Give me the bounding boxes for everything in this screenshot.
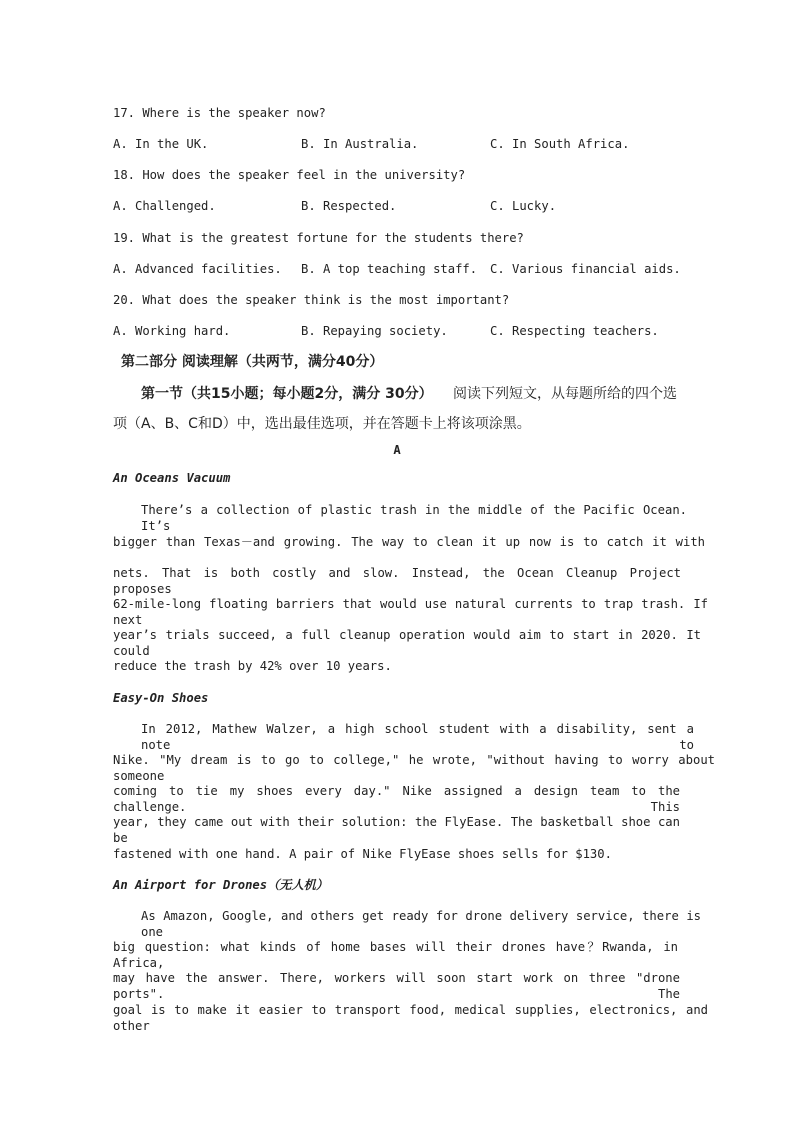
- article-3-line-2: big question: what kinds of home bases will their drones have？Rwanda, in Africa,: [113, 940, 678, 970]
- section1-instructions-line1: 阅读下列短文，从每题所给的四个选: [453, 386, 677, 402]
- question-18-stem: 18. How does the speaker feel in the university?: [113, 168, 466, 182]
- article-2-line-3: coming to tie my shoes every day." Nike assigned a design team to the challenge. This: [113, 784, 680, 814]
- question-20-option-c: C. Respecting teachers.: [490, 324, 659, 338]
- question-20-option-a: A. Working hard.: [113, 324, 231, 338]
- question-17-option-a: A. In the UK.: [113, 137, 209, 151]
- question-19-option-c: C. Various financial aids.: [490, 262, 681, 276]
- article-1-line-6: reduce the trash by 42% over 10 years.: [113, 659, 392, 673]
- article-3-line-4: goal is to make it easier to transport food, medical supplies, electronics, and other: [113, 1003, 708, 1033]
- question-17-option-b: B. In Australia.: [301, 137, 419, 151]
- article-1-line-1: There’s a collection of plastic trash in the middle of the Pacific Ocean. It’s: [141, 503, 687, 533]
- article-3-line-3: may have the answer. There, workers will soon start work on three "drone ports". The: [113, 971, 680, 1001]
- article-1-line-3: nets. That is both costly and slow. Instead, the Ocean Cleanup Project proposes: [113, 566, 681, 596]
- part2-title: 第二部分 阅读理解（共两节，满分40分）: [121, 354, 384, 370]
- article-1-line-2: bigger than Texas－and growing. The way to clean it up now is to catch it with: [113, 535, 705, 549]
- article-3-heading: An Airport for Drones（无人机）: [113, 878, 329, 892]
- article-2-heading: Easy-On Shoes: [113, 691, 209, 705]
- question-18-option-c: C. Lucky.: [490, 199, 557, 213]
- article-2-line-4: year, they came out with their solution: the FlyEase. The basketball shoe can be: [113, 815, 680, 845]
- passage-letter: A: [393, 443, 401, 457]
- question-20-stem: 20. What does the speaker think is the most important?: [113, 293, 510, 307]
- question-18-option-b: B. Respected.: [301, 199, 397, 213]
- article-1-line-4: 62-mile-long floating barriers that would use natural currents to trap trash. If next: [113, 597, 708, 627]
- article-3-line-1: As Amazon, Google, and others get ready for drone delivery service, there is one: [141, 909, 701, 939]
- article-2-line-2: Nike. "My dream is to go to college," he wrote, "without having to worry about someone: [113, 753, 715, 783]
- question-18-option-a: A. Challenged.: [113, 199, 216, 213]
- question-19-stem: 19. What is the greatest fortune for the students there?: [113, 231, 524, 245]
- question-17-stem: 17. Where is the speaker now?: [113, 106, 326, 120]
- section1-heading: 第一节（共15小题；每小题2分，满分 30分）: [141, 386, 433, 402]
- question-19-option-a: A. Advanced facilities.: [113, 262, 282, 276]
- article-2-line-5: fastened with one hand. A pair of Nike FlyEase shoes sells for $130.: [113, 847, 612, 861]
- question-19-option-b: B. A top teaching staff.: [301, 262, 478, 276]
- article-2-line-1: In 2012, Mathew Walzer, a high school student with a disability, sent a note to: [141, 722, 694, 752]
- article-1-heading: An Oceans Vacuum: [113, 471, 231, 485]
- article-1-line-5: year’s trials succeed, a full cleanup operation would aim to start in 2020. It could: [113, 628, 701, 658]
- question-17-option-c: C. In South Africa.: [490, 137, 630, 151]
- section1-instructions-line2: 项（A、B、C和D）中，选出最佳选项，并在答题卡上将该项涂黑。: [113, 416, 531, 432]
- question-20-option-b: B. Repaying society.: [301, 324, 448, 338]
